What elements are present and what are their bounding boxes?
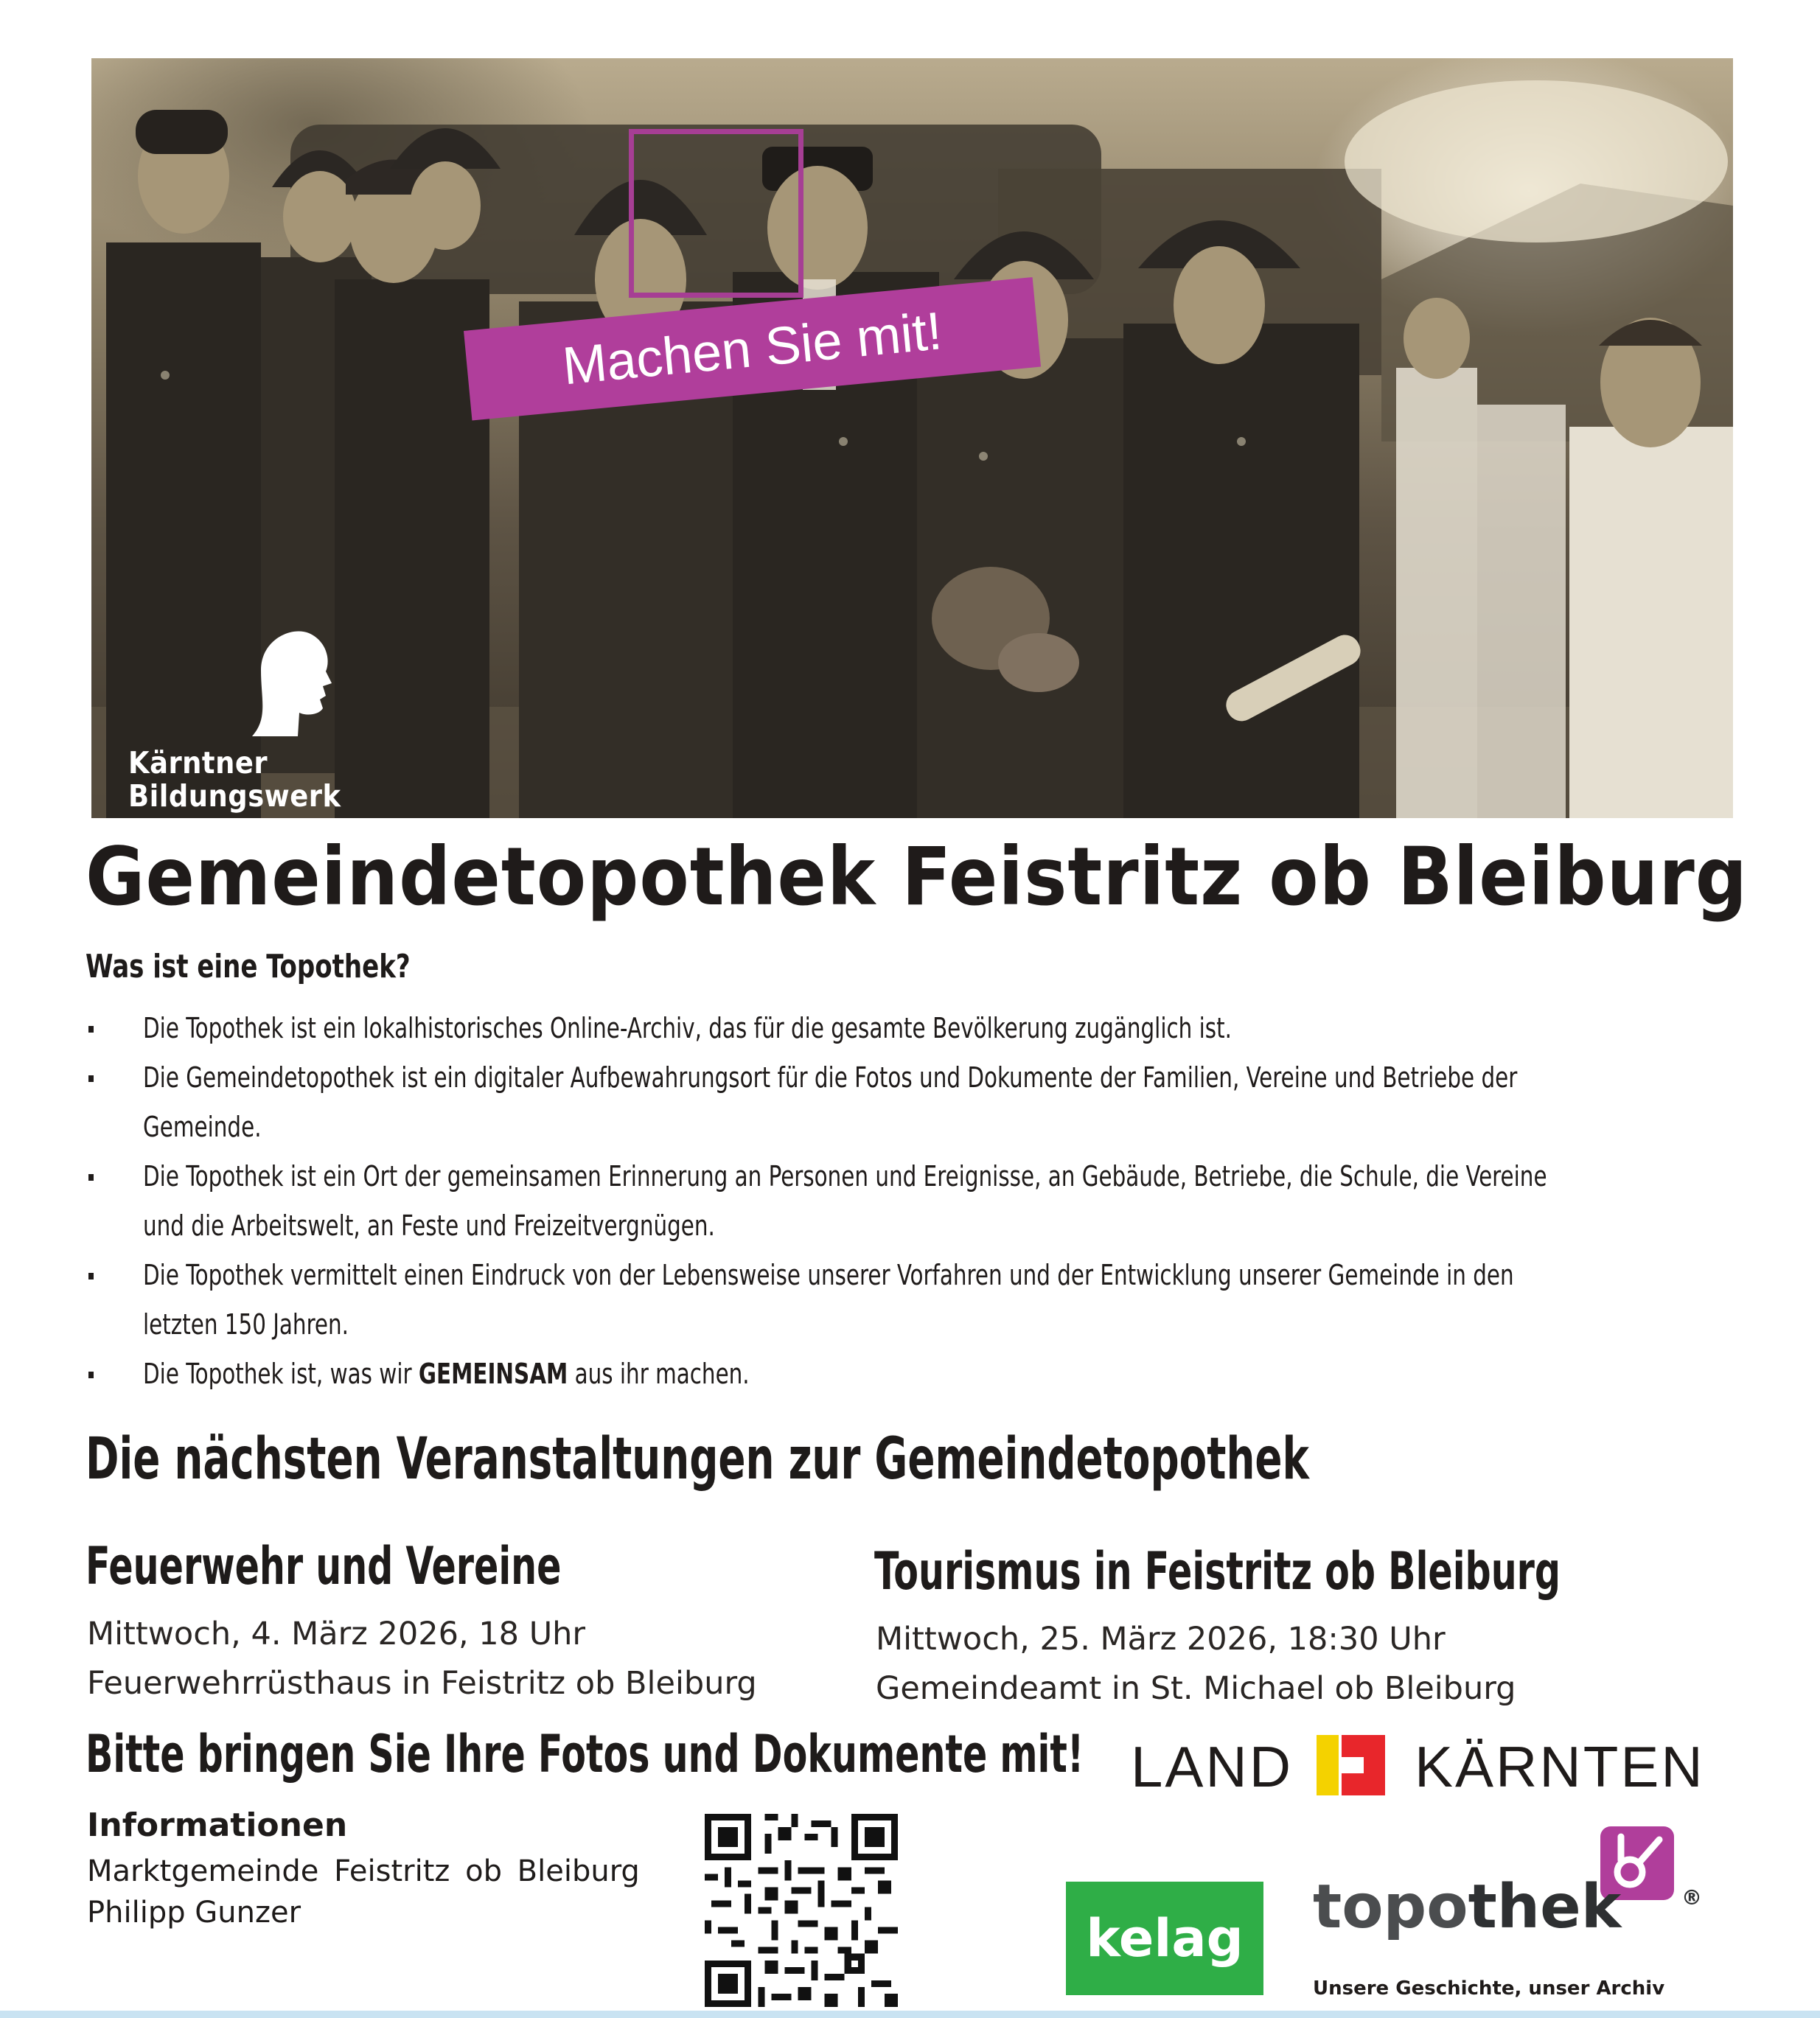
list-item bbox=[86, 1152, 1751, 1251]
bullet-text-suffix: aus ihr machen. bbox=[568, 1358, 750, 1390]
head-silhouette-icon bbox=[246, 626, 335, 744]
bullet-marker bbox=[88, 1174, 94, 1181]
list-item bbox=[86, 1251, 1751, 1350]
kelag-logo: kelag bbox=[1066, 1882, 1263, 1995]
bullet-marker bbox=[88, 1273, 94, 1279]
event-location: Feuerwehrrüsthaus in Feistritz ob Bleiburg bbox=[87, 1665, 757, 1702]
event-title: Feuerwehr und Vereine bbox=[86, 1536, 562, 1596]
bullet-text-prefix: Die Topothek ist, was wir bbox=[143, 1358, 419, 1390]
registered-mark: ® bbox=[1681, 1885, 1702, 1910]
bullet-text: Die Gemeindetopothek ist ein digitaler Aufbewahrungsort für die Fotos und Dokumente der Familien, Vereine und Betriebe der Gemeinde. bbox=[143, 1061, 1518, 1143]
bullet-emphasis: GEMEINSAM bbox=[418, 1358, 568, 1390]
partner-name-line1: Kärntner bbox=[128, 745, 268, 781]
carinthia-flag-icon bbox=[1317, 1735, 1385, 1795]
list-item bbox=[86, 1053, 1751, 1152]
bottom-divider bbox=[0, 2011, 1820, 2018]
info-label: Informationen bbox=[87, 1806, 348, 1844]
info-contact-person: Philipp Gunzer bbox=[87, 1896, 301, 1930]
topothek-logo bbox=[1313, 1826, 1711, 2003]
event-date: Mittwoch, 4. März 2026, 18 Uhr bbox=[87, 1616, 586, 1652]
event-date: Mittwoch, 25. März 2026, 18:30 Uhr bbox=[876, 1621, 1446, 1658]
topothek-word-part1: topo bbox=[1313, 1872, 1468, 1942]
event-location: Gemeindeamt in St. Michael ob Bleiburg bbox=[876, 1670, 1516, 1707]
highlight-frame bbox=[629, 129, 803, 298]
bullet-marker bbox=[88, 1075, 94, 1082]
page-title: Gemeindetopothek Feistritz ob Bleiburg bbox=[86, 830, 1748, 924]
topothek-tagline: Unsere Geschichte, unser Archiv bbox=[1313, 1977, 1665, 2000]
qr-code-icon[interactable] bbox=[705, 1814, 898, 2007]
bullet-text: Die Topothek ist ein lokalhistorisches Online-Archiv, das für die gesamte Bevölkerung zugänglich ist. bbox=[143, 1012, 1232, 1044]
events-heading: Die nächsten Veranstaltungen zur Gemeindetopothek bbox=[86, 1426, 1309, 1492]
land-kaernten-word2: KÄRNTEN bbox=[1415, 1734, 1705, 1799]
call-to-join-banner: Machen Sie mit! bbox=[464, 277, 1041, 420]
list-item bbox=[86, 1004, 1751, 1053]
land-kaernten-word1: LAND bbox=[1131, 1734, 1294, 1799]
event-title: Tourismus in Feistritz ob Bleiburg bbox=[874, 1541, 1561, 1602]
land-kaernten-logo bbox=[1131, 1734, 1705, 1800]
bullet-marker bbox=[88, 1372, 94, 1378]
call-to-action: Bitte bringen Sie Ihre Fotos und Dokumente mit! bbox=[86, 1724, 1084, 1784]
topothek-wordmark bbox=[1313, 1871, 1621, 1944]
intro-bullet-list bbox=[86, 1004, 1751, 1399]
topothek-word-part2: thek bbox=[1468, 1872, 1622, 1942]
hero-photo bbox=[91, 58, 1733, 818]
qr-code-graphic bbox=[705, 1814, 898, 2007]
bullet-text bbox=[143, 1350, 1557, 1399]
bullet-text: Die Topothek vermittelt einen Eindruck von der Lebensweise unserer Vorfahren und der Entwicklung unserer Gemeinde in den letzten 150 Jahren. bbox=[143, 1259, 1514, 1341]
bullet-text: Die Topothek ist ein Ort der gemeinsamen Erinnerung an Personen und Ereignisse, an Gebäude, Betriebe, die Schule, die Vereine und die Arbeitswelt, an Feste und Freizeitvergnügen. bbox=[143, 1160, 1547, 1242]
partner-name-line2: Bildungswerk bbox=[128, 778, 341, 814]
info-organization: Marktgemeinde Feistritz ob Bleiburg bbox=[87, 1854, 640, 1888]
kaerntner-bildungswerk-logo bbox=[106, 626, 430, 817]
intro-heading: Was ist eine Topothek? bbox=[86, 948, 411, 985]
bullet-marker bbox=[88, 1026, 94, 1033]
list-item bbox=[86, 1350, 1751, 1399]
